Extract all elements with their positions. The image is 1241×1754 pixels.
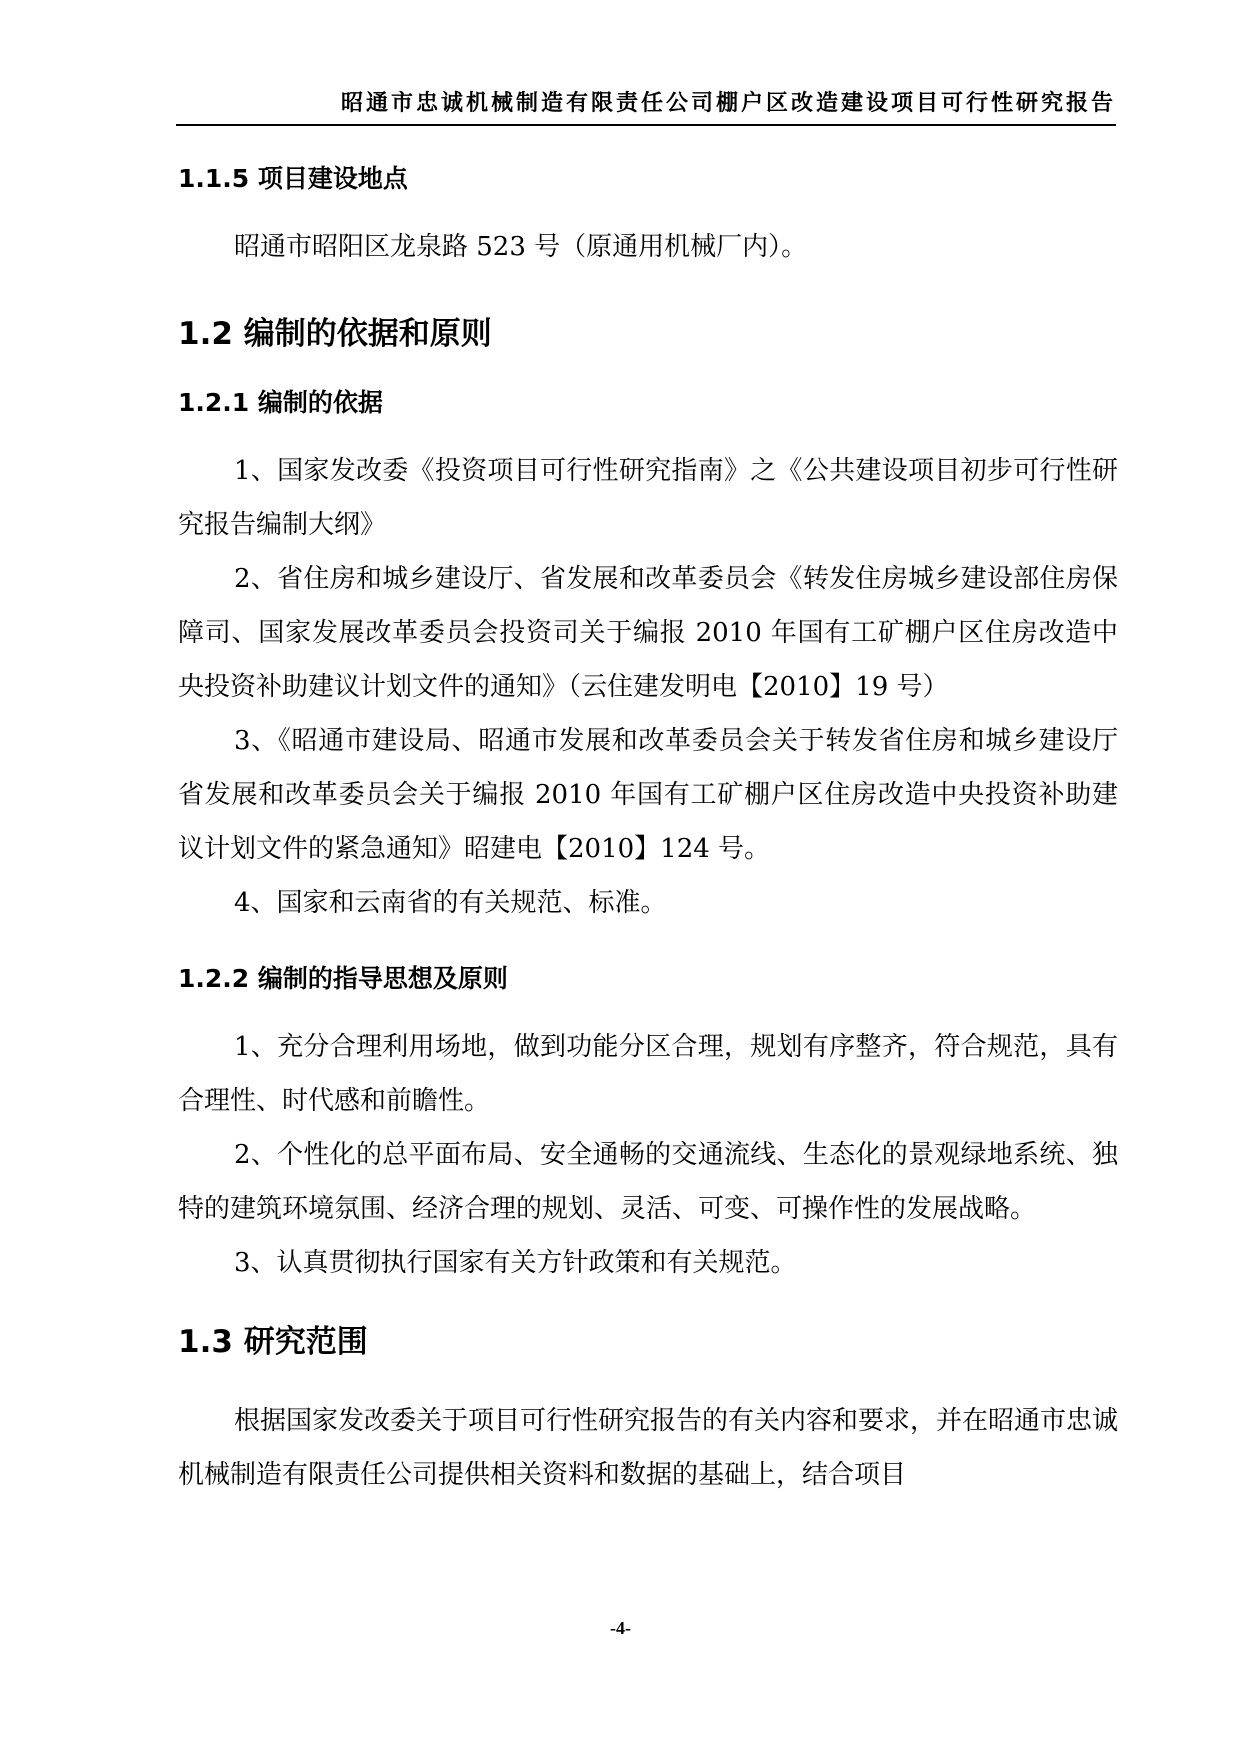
- paragraph: 3、认真贯彻执行国家有关方针政策和有关规范。: [234, 1248, 797, 1278]
- paragraph: 2、省住房和城乡建设厅、省发展和改革委员会《转发住房城乡建设部住房保障司、国家发展改革委员会投资司关于编报 2010 年国有工矿棚户区住房改造中央投资补助建议计划文件的通知》（云住建发明电【2010】19 号）: [178, 564, 1118, 702]
- page-header: [176, 88, 1116, 126]
- section-heading-1-3: 1.3 研究范围: [178, 1324, 368, 1360]
- section-heading-1-2-1: 1.2.1 编制的依据: [178, 388, 383, 417]
- paragraph: 4、国家和云南省的有关规范、标准。: [234, 888, 667, 918]
- paragraph: 1、充分合理利用场地，做到功能分区合理，规划有序整齐，符合规范，具有合理性、时代感和前瞻性。: [178, 1032, 1118, 1116]
- document-body: [178, 150, 1118, 1502]
- section-heading-1-2: 1.2 编制的依据和原则: [178, 316, 492, 352]
- paragraph: 1、国家发改委《投资项目可行性研究指南》之《公共建设项目初步可行性研究报告编制大纲》: [178, 456, 1118, 540]
- page-number: -4-: [610, 1618, 631, 1638]
- section-heading-1-2-2: 1.2.2 编制的指导思想及原则: [178, 964, 508, 993]
- paragraph: 2、个性化的总平面布局、安全通畅的交通流线、生态化的景观绿地系统、独特的建筑环境氛围、经济合理的规划、灵活、可变、可操作性的发展战略。: [178, 1140, 1118, 1224]
- header-title: 昭通市忠诚机械制造有限责任公司棚户区改造建设项目可行性研究报告: [340, 91, 1116, 116]
- paragraph: 昭通市昭阳区龙泉路 523 号（原通用机械厂内）。: [234, 232, 808, 262]
- paragraph: 根据国家发改委关于项目可行性研究报告的有关内容和要求，并在昭通市忠诚机械制造有限责任公司提供相关资料和数据的基础上，结合项目: [178, 1406, 1119, 1490]
- paragraph: 3、《昭通市建设局、昭通市发展和改革委员会关于转发省住房和城乡建设厅 省发展和改革委员会关于编报 2010 年国有工矿棚户区住房改造中央投资补助建议计划文件的紧急通知》昭建电【2010】124 号。: [178, 726, 1118, 864]
- section-heading-1-1-5: 1.1.5 项目建设地点: [178, 164, 408, 193]
